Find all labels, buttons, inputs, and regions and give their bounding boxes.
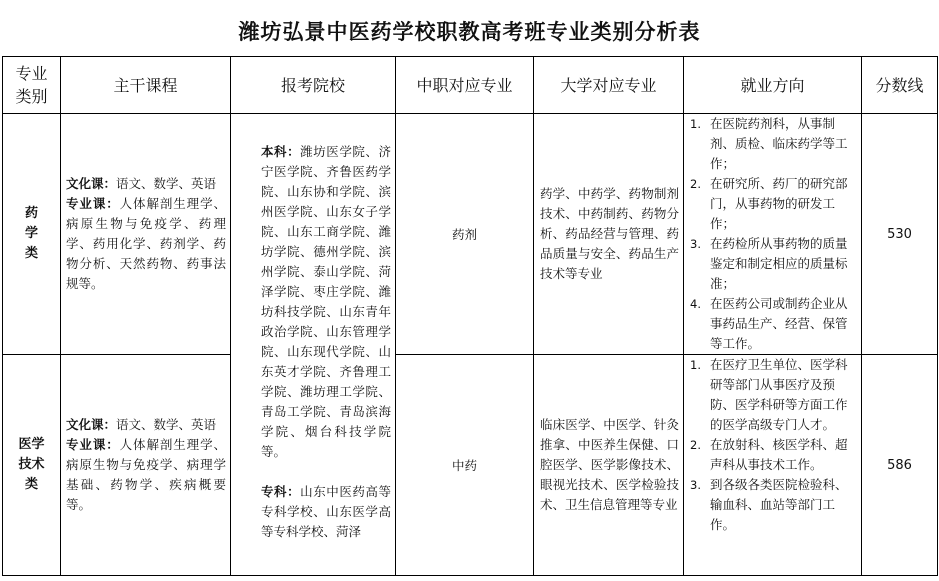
employment-cell <box>684 355 862 576</box>
job-text: 在医院药剂科，从事制剂、质检、临床药学等工作； <box>710 116 848 171</box>
bachelor-text: 潍坊医学院、济宁医学院、齐鲁医药学院、山东协和学院、滨州医学院、山东女子学院、山东工商学院、潍坊学院、德州学院、滨州学院、泰山学院、菏泽学院、枣庄学院、潍坊科技学院、山东青年政治学院、山东管理学院、山东现代学院、山东英才学院、齐鲁理工学院、潍坊理工学院、青岛工学院、青岛滨海学院、烟台科技学院等。 <box>261 144 391 459</box>
university-major-cell: 临床医学、中医学、针灸推拿、中医养生保健、口腔医学、医学影像技术、眼视光技术、医学检验技术、卫生信息管理等专业 <box>534 355 684 576</box>
header-score: 分数线 <box>862 57 938 114</box>
job-text: 在药检所从事药物的质量鉴定和制定相应的质量标准； <box>710 236 848 291</box>
header-category: 专业类别 <box>3 57 61 114</box>
category-text: 药学类 <box>24 206 38 261</box>
courses-cell <box>61 355 231 576</box>
score-cell: 586 <box>862 355 938 576</box>
courses-cell <box>61 114 231 355</box>
major-label: 专业课： <box>66 196 120 211</box>
college-text: 山东中医药高等专科学校、山东医学高等专科学校、菏泽 <box>261 484 391 539</box>
category-cell <box>3 355 61 576</box>
header-courses: 主干课程 <box>61 57 231 114</box>
list-item: 4. 在医药公司或制药企业从事药品生产、经营、保管等工作。 <box>690 296 848 351</box>
schools-cell <box>231 114 396 576</box>
culture-label: 文化课： <box>66 176 117 191</box>
college-schools <box>235 482 391 542</box>
header-schools: 报考院校 <box>231 57 396 114</box>
major-text: 人体解剖生理学、病原生物与免疫学、药理学、药用化学、药剂学、药物分析、天然药物、药事法规等。 <box>66 196 226 291</box>
culture-text: 语文、数学、英语 <box>116 417 217 432</box>
bachelor-schools <box>235 142 391 462</box>
employment-cell <box>684 114 862 355</box>
college-label: 专科： <box>261 484 301 499</box>
table-row <box>3 114 938 355</box>
job-text: 到各级各类医院检验科、输血科、血站等部门工作。 <box>710 477 848 532</box>
page-title: 潍坊弘景中医药学校职教高考班专业类别分析表 <box>238 19 701 44</box>
header-secondary-major: 中职对应专业 <box>396 57 534 114</box>
analysis-table <box>2 56 938 576</box>
culture-text: 语文、数学、英语 <box>116 176 217 191</box>
category-text: 医学技术类 <box>18 437 45 492</box>
category-cell <box>3 114 61 355</box>
secondary-major-cell: 药剂 <box>396 114 534 355</box>
job-text: 在医疗卫生单位、医学科研等部门从事医疗及预防、医学科研等方面工作的医学高级专门人才。 <box>710 357 848 432</box>
culture-label: 文化课： <box>66 417 117 432</box>
header-row <box>3 57 938 114</box>
table-row <box>3 355 938 576</box>
list-item: 2. 在放射科、核医学科、超声科从事技术工作。 <box>690 437 848 472</box>
bachelor-label: 本科： <box>261 144 301 159</box>
job-text: 在放射科、核医学科、超声科从事技术工作。 <box>710 437 848 472</box>
list-item: 2. 在研究所、药厂的研究部门，从事药物的研发工作； <box>690 176 848 231</box>
university-major-cell: 药学、中药学、药物制剂技术、中药制药、药物分析、药品经营与管理、药品质量与安全、药品生产技术等专业 <box>534 114 684 355</box>
major-text: 人体解剖生理学、病原生物与免疫学、病理学基础、药物学、疾病概要等。 <box>66 437 226 512</box>
job-text: 在研究所、药厂的研究部门，从事药物的研发工作； <box>710 176 848 231</box>
header-employment: 就业方向 <box>684 57 862 114</box>
major-label: 专业课： <box>66 437 120 452</box>
job-text: 在医药公司或制药企业从事药品生产、经营、保管等工作。 <box>710 296 848 351</box>
list-item: 1. 在医院药剂科，从事制剂、质检、临床药学等工作； <box>690 116 848 171</box>
secondary-major-cell: 中药 <box>396 355 534 576</box>
score-cell: 530 <box>862 114 938 355</box>
list-item: 1. 在医疗卫生单位、医学科研等部门从事医疗及预防、医学科研等方面工作的医学高级专门人才。 <box>690 357 848 432</box>
header-university-major: 大学对应专业 <box>534 57 684 114</box>
list-item: 3. 在药检所从事药物的质量鉴定和制定相应的质量标准； <box>690 236 848 291</box>
list-item: 3. 到各级各类医院检验科、输血科、血站等部门工作。 <box>690 477 848 532</box>
